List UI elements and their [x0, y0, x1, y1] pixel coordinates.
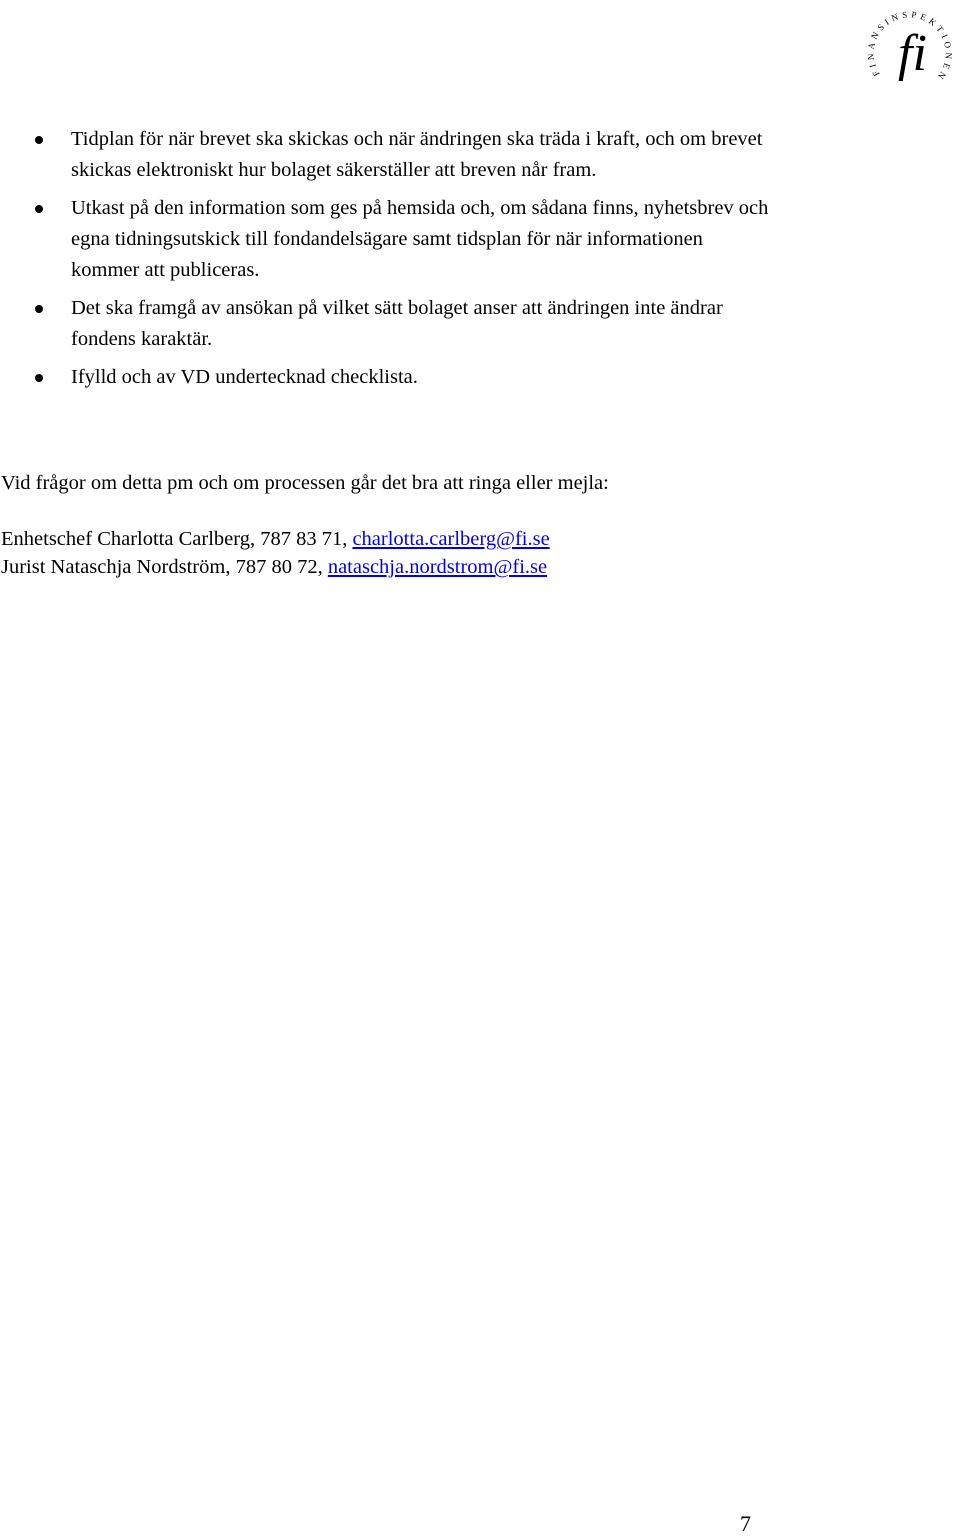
contact-line-charlotta: [1, 525, 550, 553]
list-item-text: Tidplan för när brevet ska skickas och när ändringen ska träda i kraft, och om brevet skickas elektroniskt hur bolaget säkerställer att breven når fram.: [71, 128, 763, 181]
contact-question: Vid frågor om detta pm och om processen går det bra att ringa eller mejla:: [1, 472, 609, 494]
bullet-icon: [35, 374, 43, 382]
list-item-text: Utkast på den information som ges på hemsida och, om sådana finns, nyhetsbrev och egna tidningsutskick till fondandelsägare samt tidsplan för när informationen kommer att publiceras.: [71, 197, 769, 281]
bullet-icon: [35, 205, 43, 213]
bullet-icon: [35, 136, 43, 144]
contact-details: Enhetschef Charlotta Carlberg, 787 83 71,: [1, 528, 353, 550]
logo-mark: fi: [898, 25, 927, 82]
contact-line-nataschja: [1, 553, 550, 581]
contact-block: [1, 525, 550, 581]
bullet-icon: [35, 305, 43, 313]
list-item: [0, 124, 771, 186]
page-number: 7: [740, 1511, 751, 1536]
list-item: [0, 293, 771, 355]
logo-ring-text: F NSINSPEKTIONEN: [868, 9, 954, 84]
email-link-nataschja[interactable]: nataschja.nordstrom@fi.se: [327, 556, 548, 578]
logo-svg: [868, 0, 960, 88]
list-item: [0, 362, 771, 393]
list-item-text: Ifylld och av VD undertecknad checklista.: [71, 366, 418, 388]
requirements-list: [0, 124, 960, 400]
list-item: [0, 193, 771, 286]
contact-details: Jurist Nataschja Nordström, 787 80 72,: [1, 556, 328, 578]
finansinspektionen-logo: [868, 0, 960, 88]
list-item-text: Det ska framgå av ansökan på vilket sätt bolaget anser att ändringen inte ändrar fondens karaktär.: [71, 297, 723, 350]
email-link-charlotta[interactable]: charlotta.carlberg@fi.se: [352, 528, 550, 550]
